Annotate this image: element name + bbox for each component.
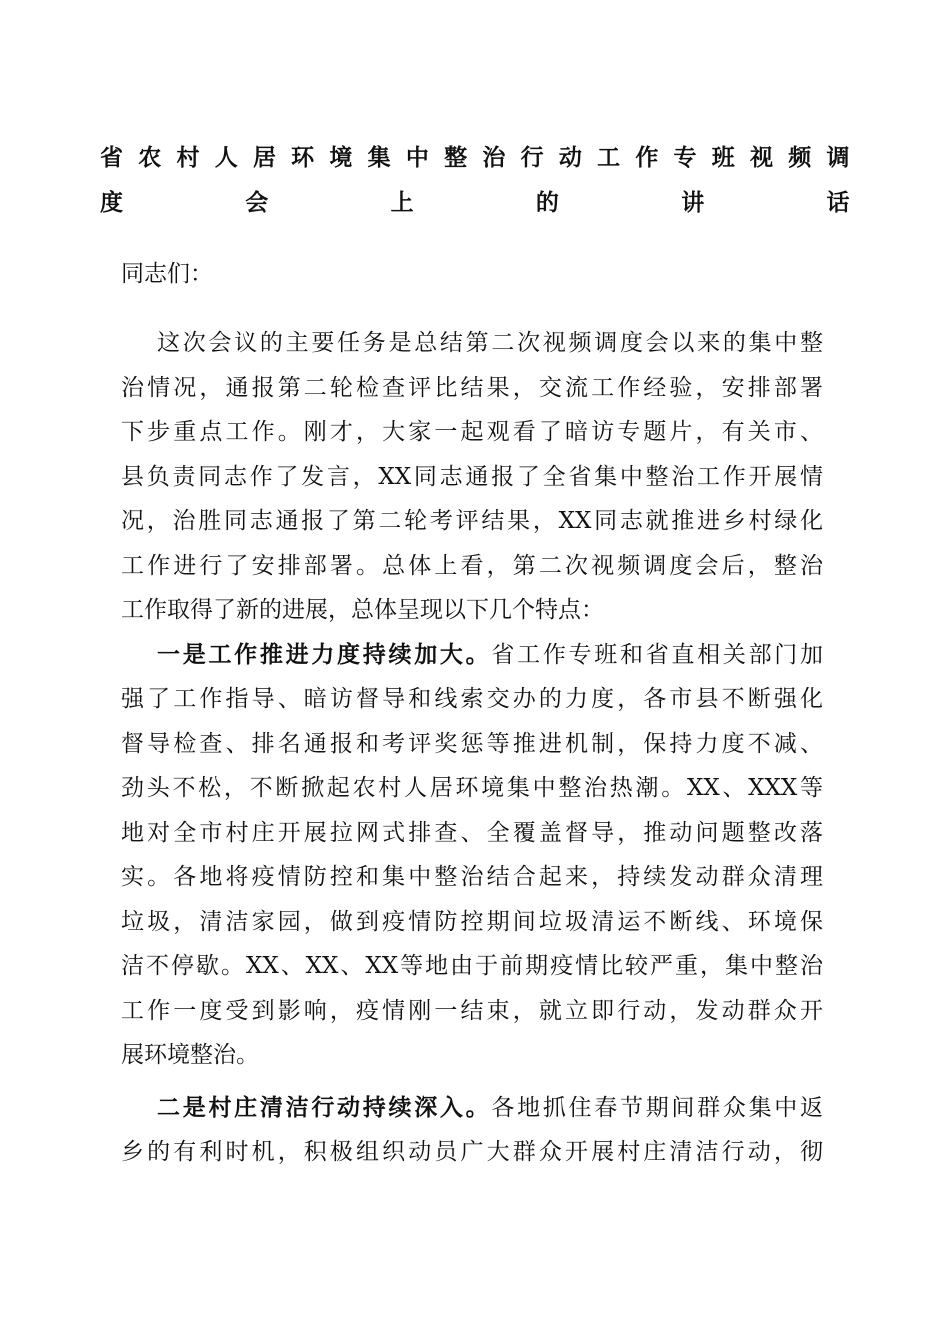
document-title (100, 136, 850, 225)
text-line (121, 633, 823, 678)
text-line: 县负责同志作了发言，XX同志通报了全省集中整治工作开展情 (121, 463, 823, 490)
text-line: 展环境整治。 (121, 1042, 259, 1068)
text-line: 工作一度受到影响，疫情刚一结束，就立即行动，发动群众开 (121, 997, 823, 1024)
title-line-1: 省农村人居环境集中整治行动工作专班视频调 (100, 144, 850, 171)
text-line: 劲头不松，不断掀起农村人居环境集中整治热潮。XX、XXX等 (121, 775, 823, 801)
text-line: 这次会议的主要任务是总结第二次视频调度会以来的集中整 (157, 330, 823, 356)
title-line-2: 度会上的讲话 (100, 188, 850, 216)
text-line: 乡的有利时机，积极组织动员广大群众开展村庄清洁行动，彻 (121, 1139, 823, 1165)
text-segment: 各地抓住春节期间群众集中返 (491, 1094, 824, 1121)
text-segment: 省工作专班和省直相关部门加 (491, 641, 824, 668)
text-line: 实。各地将疫情防控和集中整治结合起来，持续发动群众清理 (121, 864, 823, 890)
paragraph-intro (121, 321, 823, 633)
salutation: 同志们： (121, 261, 213, 287)
text-line: 工作取得了新的进展，总体呈现以下几个特点： (121, 597, 604, 623)
paragraph-point-2 (121, 1086, 823, 1175)
paragraph-lead: 一是工作推进力度持续加大。 (157, 640, 492, 668)
text-line: 地对全市村庄开展拉网式排查、全覆盖督导，推动问题整改落 (121, 819, 823, 846)
text-line: 洁不停歇。XX、XX、XX等地由于前期疫情比较严重，集中整治 (121, 953, 823, 979)
text-line: 工作进行了安排部署。总体上看，第二次视频调度会后，整治 (121, 552, 823, 579)
text-line: 治情况，通报第二轮检查评比结果，交流工作经验，安排部署 (121, 374, 823, 401)
text-line: 况，治胜同志通报了第二轮考评结果，XX同志就推进乡村绿化 (121, 508, 823, 534)
text-line: 下步重点工作。刚才，大家一起观看了暗访专题片，有关市、 (121, 419, 823, 445)
paragraph-point-1 (121, 633, 823, 1078)
paragraph-gap (121, 1078, 823, 1086)
text-line: 强了工作指导、暗访督导和线索交办的力度，各市县不断强化 (121, 686, 823, 712)
text-line: 垃圾，清洁家园，做到疫情防控期间垃圾清运不断线、环境保 (121, 908, 823, 935)
text-line: 督导检查、排名通报和考评奖惩等推进机制，保持力度不减、 (121, 730, 823, 757)
paragraph-lead: 二是村庄清洁行动持续深入。 (157, 1093, 492, 1121)
document-body (121, 321, 823, 1175)
text-line (121, 1086, 823, 1131)
